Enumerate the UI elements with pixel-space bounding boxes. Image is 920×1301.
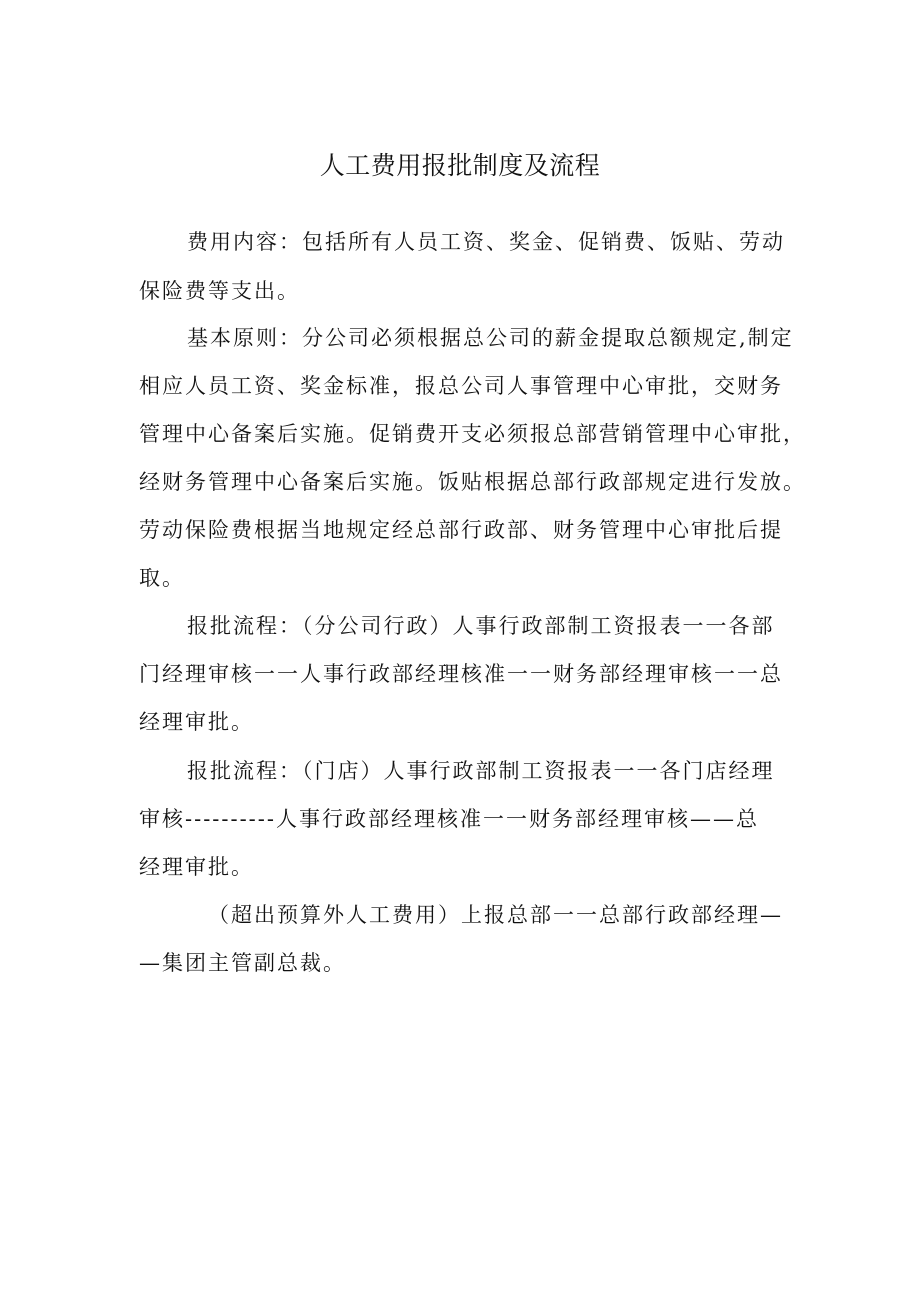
text-line-flow-branch-2: 门经理审核一一人事行政部经理核准一一财务部经理审核一一总	[139, 662, 783, 686]
text-line-flow-branch-3: 经理审批。	[139, 710, 254, 734]
document-title: 人工费用报批制度及流程	[319, 151, 601, 180]
text-line-flow-store-3: 经理审批。	[139, 855, 254, 879]
text-line-flow-store-2: 审核----------人事行政部经理核准一一财务部经理审核——总	[139, 807, 759, 831]
text-line-flow-branch: 报批流程：（分公司行政）人事行政部制工资报表一一各部	[187, 614, 775, 638]
text-line-over-budget: （超出预算外人工费用）上报总部一一总部行政部经理—	[208, 903, 783, 927]
text-line-over-budget-2: —集团主管副总裁。	[139, 951, 346, 975]
text-line-basic-principle-6: 取。	[139, 566, 185, 590]
text-line-expense-content-cont: 保险费等支出。	[139, 279, 300, 303]
text-line-expense-content: 费用内容：包括所有人员工资、奖金、促销费、饭贴、劳动	[187, 230, 785, 254]
text-line-basic-principle-4: 经财务管理中心备案后实施。饭贴根据总部行政部规定进行发放。	[139, 470, 806, 494]
text-line-basic-principle-2: 相应人员工资、奖金标准，报总公司人事管理中心审批，交财务	[139, 374, 783, 398]
text-line-flow-store: 报批流程：（门店）人事行政部制工资报表一一各门店经理	[187, 759, 775, 783]
text-line-basic-principle-3: 管理中心备案后实施。促销费开支必须报总部营销管理中心审批，	[139, 422, 806, 446]
text-line-basic-principle-5: 劳动保险费根据当地规定经总部行政部、财务管理中心审批后提	[139, 518, 783, 542]
text-line-basic-principle: 基本原则：分公司必须根据总公司的薪金提取总额规定,制定	[187, 326, 794, 350]
